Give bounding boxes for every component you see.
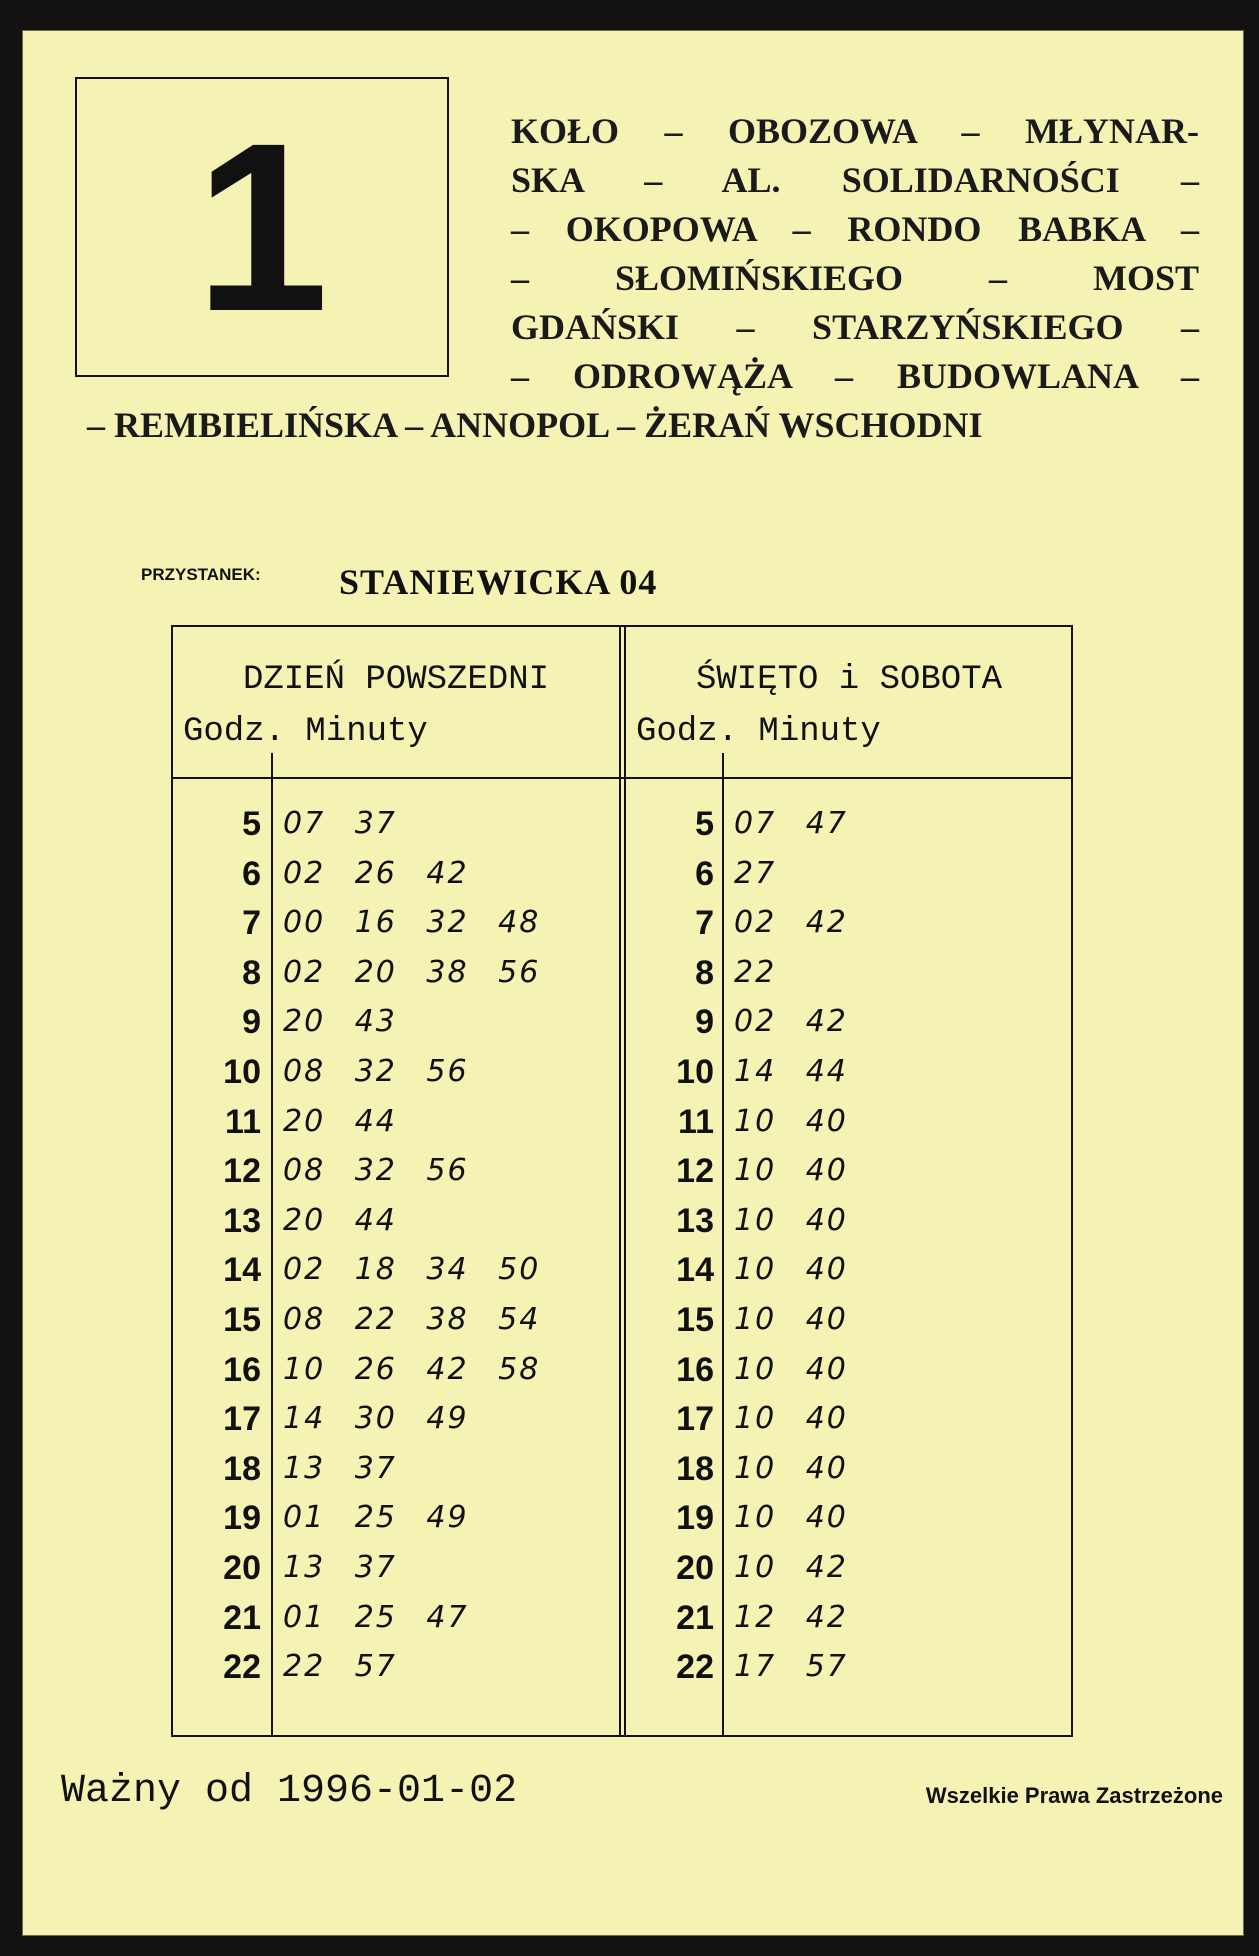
table-row [626,1146,1072,1196]
table-row [173,1642,619,1692]
table-row [626,1245,1072,1295]
minutes-cell: 22 57 [283,1649,397,1685]
minutes-cell: 22 [734,954,777,990]
holiday-rows [626,777,1072,1735]
table-row [173,1444,619,1494]
route-line-4: – SŁOMIŃSKIEGO – MOST [511,258,1199,298]
route-line-6: – ODROWĄŻA – BUDOWLANA – [511,356,1199,396]
table-row [173,898,619,948]
table-row [173,849,619,899]
hour-cell: 12 [223,1152,261,1191]
minutes-cell: 08 32 56 [283,1153,469,1189]
hour-cell: 21 [223,1598,261,1637]
stop-name: STANIEWICKA 04 [339,562,658,602]
hour-cell: 18 [676,1449,714,1488]
table-row [626,997,1072,1047]
table-row [626,1047,1072,1097]
minutes-cell: 20 44 [283,1202,397,1238]
hour-cell: 11 [225,1102,261,1141]
minutes-cell: 10 40 [734,1252,848,1288]
hour-cell: 17 [676,1400,714,1439]
minutes-cell: 20 43 [283,1004,397,1040]
table-row [173,799,619,849]
table-row [626,1593,1072,1643]
table-row [626,849,1072,899]
hour-cell: 6 [242,854,261,893]
minutes-cell: 12 42 [734,1599,848,1635]
table-row [173,1543,619,1593]
hour-cell: 9 [695,1003,714,1042]
hour-cell: 5 [242,805,261,843]
hour-cell: 15 [676,1301,714,1339]
table-row [626,1097,1072,1147]
hour-cell: 11 [678,1102,714,1141]
holiday-header [626,627,1072,777]
minutes-cell: 27 [734,855,777,891]
hour-cell: 10 [676,1053,714,1091]
table-row [173,1097,619,1147]
table-row [626,1295,1072,1345]
weekday-rows [173,777,619,1735]
timetable-grid [171,625,1073,1737]
minutes-cell: 10 40 [734,1202,848,1238]
hour-cell: 7 [695,904,714,943]
hour-cell: 19 [223,1499,261,1538]
table-row [173,948,619,998]
timetable-card [22,30,1244,1936]
hour-cell: 8 [242,953,261,992]
stop-label: PRZYSTANEK: [141,565,261,584]
minutes-cell: 02 42 [734,905,848,941]
route-line-1: KOŁO – OBOZOWA – MŁYNAR- [511,111,1199,151]
table-row [173,1295,619,1345]
minutes-cell: 10 40 [734,1450,848,1486]
minutes-cell: 07 37 [283,806,397,841]
line-number-box [75,77,449,377]
table-row [626,1642,1072,1692]
hour-cell: 22 [676,1648,714,1687]
minutes-cell: 17 57 [734,1649,848,1685]
hour-cell: 14 [676,1251,714,1290]
hour-cell: 15 [223,1301,261,1339]
hour-cell: 20 [676,1549,714,1587]
hour-cell: 6 [695,854,714,893]
minutes-cell: 10 42 [734,1550,848,1585]
minutes-cell: 20 44 [283,1103,397,1139]
hour-cell: 16 [223,1350,261,1389]
table-row [626,898,1072,948]
column-divider [619,627,626,1735]
table-row [173,1593,619,1643]
table-row [173,1047,619,1097]
holiday-subtitle: Godz. Minuty [636,713,881,751]
minutes-cell: 10 40 [734,1500,848,1536]
minutes-cell: 10 40 [734,1351,848,1387]
table-row [626,1394,1072,1444]
minutes-cell: 10 40 [734,1302,848,1337]
table-row [173,1345,619,1395]
table-row [173,1196,619,1246]
minutes-cell: 02 20 38 56 [283,954,541,990]
minutes-cell: 02 42 [734,1004,848,1040]
table-row [173,1146,619,1196]
hour-cell: 17 [223,1400,261,1439]
header-tick [271,753,273,777]
hour-cell: 10 [223,1053,261,1091]
minutes-cell: 07 47 [734,806,848,841]
hour-cell: 12 [676,1152,714,1191]
hour-cell: 13 [223,1201,261,1240]
minutes-cell: 01 25 47 [283,1599,469,1635]
minutes-cell: 08 22 38 54 [283,1302,541,1337]
route-line-5: GDAŃSKI – STARZYŃSKIEGO – [511,307,1199,347]
holiday-title: ŚWIĘTO i SOBOTA [695,661,1003,699]
table-row [626,799,1072,849]
minutes-cell: 02 18 34 50 [283,1252,541,1288]
hour-cell: 19 [676,1499,714,1538]
table-row [626,1444,1072,1494]
weekday-subtitle: Godz. Minuty [183,713,428,751]
hour-cell: 21 [676,1598,714,1637]
table-row [626,948,1072,998]
hour-cell: 18 [223,1449,261,1488]
minutes-cell: 08 32 56 [283,1054,469,1089]
minutes-cell: 01 25 49 [283,1500,469,1536]
route-line-2: SKA – AL. SOLIDARNOŚCI – [511,160,1199,200]
table-row [626,1493,1072,1543]
weekday-title: DZIEŃ POWSZEDNI [242,661,550,699]
line-number: 1 [195,93,329,361]
minutes-cell: 13 37 [283,1550,397,1585]
minutes-cell: 00 16 32 48 [283,905,541,941]
hour-cell: 20 [223,1549,261,1587]
weekday-header [173,627,619,777]
minutes-cell: 13 37 [283,1450,397,1486]
minutes-cell: 10 40 [734,1401,848,1437]
hour-cell: 8 [695,953,714,992]
route-line-7: – REMBIELIŃSKA – ANNOPOL – ŻERAŃ WSCHODNI [87,405,983,445]
minutes-cell: 14 30 49 [283,1401,469,1437]
minutes-cell: 10 40 [734,1153,848,1189]
route-line-3: – OKOPOWA – RONDO BABKA – [511,209,1199,249]
table-row [173,1394,619,1444]
hour-cell: 16 [676,1350,714,1389]
valid-from: Ważny od 1996-01-02 [61,1769,518,1814]
table-row [626,1345,1072,1395]
hour-cell: 13 [676,1201,714,1240]
minutes-cell: 02 26 42 [283,855,469,891]
table-row [173,1245,619,1295]
hour-cell: 14 [223,1251,261,1290]
minutes-cell: 10 40 [734,1103,848,1139]
table-row [626,1196,1072,1246]
minutes-cell: 14 44 [734,1054,848,1089]
table-row [626,1543,1072,1593]
minutes-cell: 10 26 42 58 [283,1351,541,1387]
hour-cell: 9 [242,1003,261,1042]
header-tick [722,753,724,777]
hour-cell: 5 [695,805,714,843]
hour-cell: 7 [242,904,261,943]
table-row [173,997,619,1047]
hour-cell: 22 [223,1648,261,1687]
rights-notice: Wszelkie Prawa Zastrzeżone [925,1783,1223,1808]
table-row [173,1493,619,1543]
